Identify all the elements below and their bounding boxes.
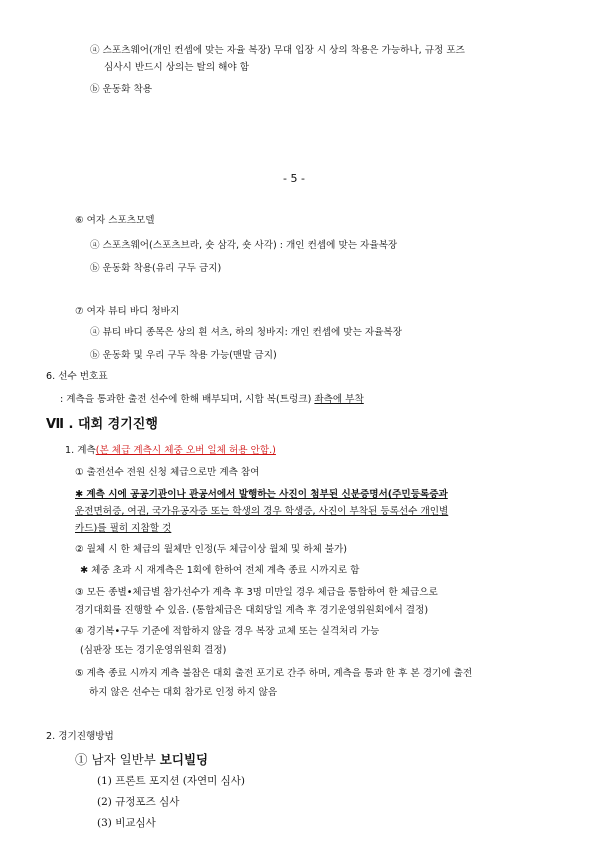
weigh-item-4-line2: (심판장 또는 경기운영위원회 결정) [80,645,227,656]
weigh-in-warning: (본 체급 계측시 체중 오버 일체 허용 안함.) [95,445,276,456]
section2-subtitle [75,752,208,768]
weigh-item-1: ① 출전선수 전원 신청 체급으로만 계측 참여 [75,467,260,478]
weigh-note-2: ✱ 체중 초과 시 재계측은 1회에 한하여 전체 계측 종료 시까지로 함 [80,565,360,576]
section2-subtitle-bold: 보디빌딩 [159,752,209,767]
weigh-item-3-line1: ③ 모든 종별•체급별 참가선수가 계측 후 3명 미만일 경우 체급을 통합하여 한 체급으로 [75,587,438,598]
weigh-note-1-line2: 운전면허증, 여권, 국가유공자증 또는 학생의 경우 학생증, 사진이 부착된 등록선수 개인별 [75,506,449,517]
women-beauty-title: ⑦ 여자 뷰티 바디 청바지 [75,306,180,317]
women-sports-model-a: ⓐ 스포츠웨어(스포츠브라, 숏 삼각, 숏 사각) : 개인 컨셉에 맞는 자율복장 [90,240,398,251]
weigh-note-1-line3: 카드)를 필히 지참할 것 [75,523,172,534]
top-item-a-line2: 심사시 반드시 상의는 탈의 해야 함 [104,62,249,73]
procedure-step-2: (2) 규정포즈 심사 [97,796,180,808]
women-sports-model-title: ⑥ 여자 스포츠모델 [75,215,155,226]
section2-subtitle-prefix: ① 남자 일반부 [75,752,160,767]
procedure-step-3: (3) 비교심사 [97,817,156,829]
top-item-b: ⓑ 운동화 착용 [90,84,153,95]
weigh-in-label: 1. 계측 [65,445,96,456]
weigh-note-1-line1: ✱ 계측 시에 공공기관이나 관공서에서 발행하는 사진이 첨부된 신분증명서(주민등록증과 [75,489,448,500]
section2-title: 2. 경기진행방법 [46,731,114,742]
section6-desc [60,393,364,406]
section7-title: Ⅶ . 대회 경기진행 [46,417,158,432]
weigh-item-5-line2: 하지 않은 선수는 대회 참가로 인정 하지 않음 [89,687,278,698]
women-sports-model-b: ⓑ 운동화 착용(유리 구두 금지) [90,263,222,274]
weigh-item-2: ② 월체 시 한 체급의 월체만 인정(두 체급이상 월체 및 하체 불가) [75,544,348,555]
weigh-item-3-line2: 경기대회를 진행할 수 있음. (통합체급은 대회당일 계측 후 경기운영위원회에서 결정) [75,605,429,616]
page-number: - 5 - [283,172,305,185]
weigh-in-heading [65,444,276,457]
section6-desc-underlined: 좌측에 부착 [314,394,364,405]
weigh-item-4-line1: ④ 경기복•구두 기준에 적합하지 않을 경우 복장 교체 또는 실격처리 가능 [75,626,380,637]
weigh-item-5-line1: ⑤ 계측 종료 시까지 계측 불참은 대회 출전 포기로 간주 하며, 계측을 통과 한 후 본 경기에 출전 [75,668,473,679]
section6-desc-text: : 계측을 통과한 출전 선수에 한해 배부되며, 시합 복(트렁크) [60,394,315,405]
section6-title: 6. 선수 번호표 [46,371,108,382]
procedure-step-1: (1) 프론트 포지션 (자연미 심사) [97,775,245,787]
women-beauty-b: ⓑ 운동화 및 우리 구두 착용 가능(맨발 금지) [90,350,277,361]
top-item-a-line1: ⓐ 스포츠웨어(개인 컨셉에 맞는 자율 복장) 무대 입장 시 상의 착용은 가능하나, 규정 포즈 [90,45,465,56]
women-beauty-a: ⓐ 뷰티 바디 종목은 상의 흰 셔츠, 하의 청바지: 개인 컨셉에 맞는 자율복장 [90,327,402,338]
